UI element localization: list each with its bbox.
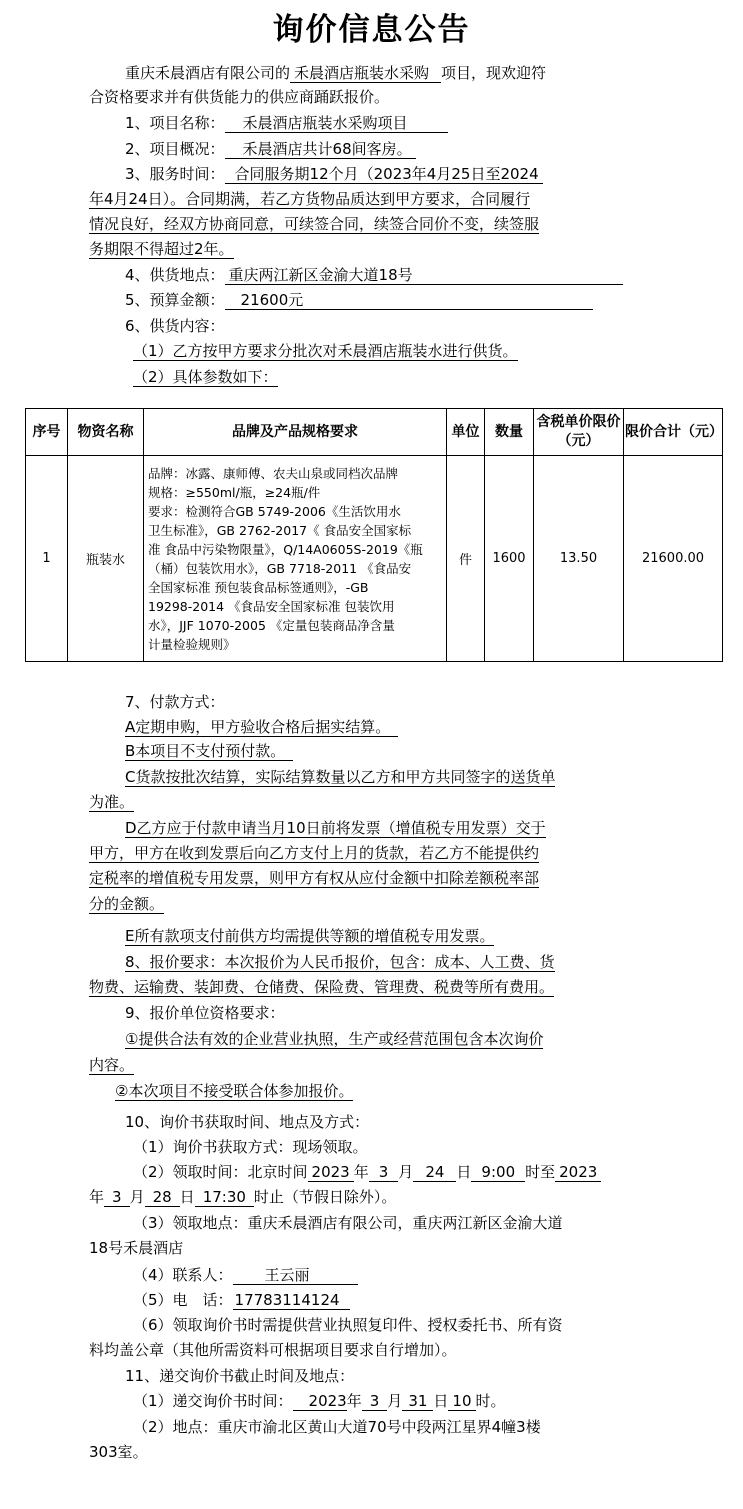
th-unit: 单位	[447, 409, 485, 456]
item-4-label: 4、供货地点：	[125, 266, 225, 284]
item-4-value: 重庆两江新区金渝大道18号	[225, 266, 623, 285]
obtain-5: （5）电 话： 17783114124	[133, 1290, 655, 1310]
th-total: 限价合计（元）	[624, 409, 723, 456]
cell-unit: 件	[447, 456, 485, 662]
item-2-value: 禾晨酒店共计68间客房。	[225, 140, 416, 159]
obtain-2b: 年 3 月 28 日 17:30 时止（节假日除外）。	[89, 1188, 397, 1206]
payment-d-1: D乙方应于付款申请当月10日前将发票（增值税专用发票）交于	[125, 819, 546, 837]
spec-line: 19298-2014 《食品安全国家标准 包装饮用	[148, 598, 395, 614]
item-5	[125, 290, 655, 310]
intro-company: 重庆禾晨酒店有限公司的	[125, 64, 291, 82]
item-1-label: 1、项目名称：	[125, 114, 225, 132]
payment-d-4: 分的金额。	[89, 895, 165, 913]
intro-tail: 项目，现欢迎符	[441, 64, 547, 82]
spec-line: 计量检验规则》	[148, 636, 236, 652]
qualification-1a: ①提供合法有效的企业营业执照，生产或经营范围包含本次询价	[125, 1030, 544, 1048]
cell-total: 21600.00	[624, 456, 723, 662]
intro-line-2: 合资格要求并有供货能力的供应商踊跃报价。	[89, 88, 390, 106]
obtain-1: （1）询价书获取方式：现场领取。	[133, 1138, 368, 1156]
cell-no: 1	[26, 456, 68, 662]
spec-table	[25, 408, 723, 662]
th-qty: 数量	[485, 409, 534, 456]
payment-label: 7、付款方式：	[125, 693, 225, 711]
table-header-row	[26, 409, 723, 456]
spec-line: （桶）包装饮用水》，GB 7718-2011 《食品安	[148, 560, 412, 576]
item-3-value-3: 情况良好，经双方协商同意，可续签合同，续签合同价不变，续签服	[89, 215, 540, 233]
spec-line: 卫生标准》，GB 2762-2017《 食品安全国家标	[148, 522, 412, 538]
qualification-label: 9、报价单位资格要求：	[125, 1004, 285, 1022]
submit-2b: 303室。	[89, 1443, 148, 1461]
cell-price: 13.50	[534, 456, 624, 662]
item-3-value-2: 年4月24日）。合同期满，若乙方货物品质达到甲方要求，合同履行	[89, 190, 531, 208]
payment-a: A定期申购，甲方验收合格后据实结算。	[125, 718, 398, 737]
qualification-1b: 内容。	[89, 1056, 135, 1074]
payment-d-3: 定税率的增值税专用发票，则甲方有权从应付金额中扣除差额税率部	[89, 869, 540, 887]
table-row	[26, 456, 723, 662]
spec-line: 品牌：冰露、康师傅、农夫山泉或同档次品牌	[148, 465, 399, 481]
quote-line-2: 物费、运输费、装卸费、仓储费、保险费、管理费、税费等所有费用。	[89, 978, 555, 996]
th-price: 含税单价限价（元）	[534, 409, 624, 456]
item-1	[125, 113, 655, 133]
item-3-value-4: 务期限不得超过2年。	[89, 240, 234, 258]
th-spec: 品牌及产品规格要求	[144, 409, 447, 456]
payment-d-2: 甲方，甲方在收到发票后向乙方支付上月的货款，若乙方不能提供约	[89, 844, 540, 862]
item-2-label: 2、项目概况：	[125, 140, 225, 158]
th-name: 物资名称	[68, 409, 144, 456]
cell-qty: 1600	[485, 456, 534, 662]
item-6-sub-2: （2）具体参数如下：	[133, 368, 278, 386]
obtain-3b: 18号禾晨酒店	[89, 1239, 184, 1257]
item-5-label: 5、预算金额：	[125, 291, 225, 309]
obtain-4: （4）联系人： 王云丽	[133, 1265, 655, 1285]
obtain-6b: 料均盖公章（其他所需资料可根据项目要求自行增加）。	[89, 1341, 457, 1359]
submit-1: （1）递交询价书时间： 2023年 3 月 31 日 10 时。	[133, 1392, 506, 1410]
item-6-sub-1: （1）乙方按甲方要求分批次对禾晨酒店瓶装水进行供货。	[133, 342, 518, 360]
spec-line: 准 食品中污染物限量》，Q/14A0605S-2019《瓶	[148, 541, 423, 557]
submit-label: 11、递交询价书截止时间及地点：	[125, 1367, 355, 1385]
obtain-3a: （3）领取地点：重庆禾晨酒店有限公司，重庆两江新区金渝大道	[133, 1214, 563, 1232]
item-5-value: 21600元	[225, 291, 594, 310]
payment-c-1: C货款按批次结算，实际结算数量以乙方和甲方共同签字的送货单	[125, 768, 556, 786]
qualification-2: ②本次项目不接受联合体参加报价。	[115, 1082, 354, 1100]
item-6-label: 6、供货内容：	[125, 317, 225, 335]
item-1-value: 禾晨酒店瓶装水采购项目	[225, 114, 448, 133]
item-2	[125, 139, 655, 159]
obtain-label: 10、询价书获取时间、地点及方式：	[125, 1113, 370, 1131]
contact-phone: 17783114124	[233, 1291, 350, 1310]
intro-line-1	[125, 63, 655, 83]
payment-b: B本项目不支付预付款。	[125, 742, 293, 761]
contact-name: 王云丽	[233, 1266, 358, 1285]
item-3-label: 3、服务时间：	[125, 165, 225, 183]
obtain-2: （2）领取时间：北京时间 2023 年 3 月 24 日 9:00 时至 2023	[133, 1162, 655, 1182]
cell-name: 瓶装水	[68, 456, 144, 662]
page-title: 询价信息公告	[272, 12, 471, 48]
payment-e: E所有款项支付前供方均需提供等额的增值税专用发票。	[125, 927, 495, 945]
quote-line-1: 8、报价要求：本次报价为人民币报价，包含：成本、人工费、货	[125, 953, 555, 971]
intro-project: 禾晨酒店瓶装水采购	[290, 64, 441, 83]
spec-line: 全国家标准 预包装食品标签通则》，-GB	[148, 579, 369, 595]
obtain-6a: （6）领取询价书时需提供营业执照复印件、授权委托书、所有资	[133, 1316, 563, 1334]
item-3-value-1: 合同服务期12个月（2023年4月25日至2024	[225, 165, 543, 184]
th-no: 序号	[26, 409, 68, 456]
spec-line: 规格：≥550ml/瓶，≥24瓶/件	[148, 484, 321, 500]
spec-line: 水》，JJF 1070-2005 《定量包装商品净含量	[148, 617, 395, 633]
payment-c-2: 为准。	[89, 793, 135, 811]
spec-line: 要求：检测符合GB 5749-2006《生活饮用水	[148, 503, 401, 519]
submit-2a: （2）地点：重庆市渝北区黄山大道70号中段两江星界4幢3楼	[133, 1418, 541, 1436]
item-4	[125, 265, 655, 285]
item-3	[125, 164, 655, 184]
cell-spec	[144, 456, 447, 662]
